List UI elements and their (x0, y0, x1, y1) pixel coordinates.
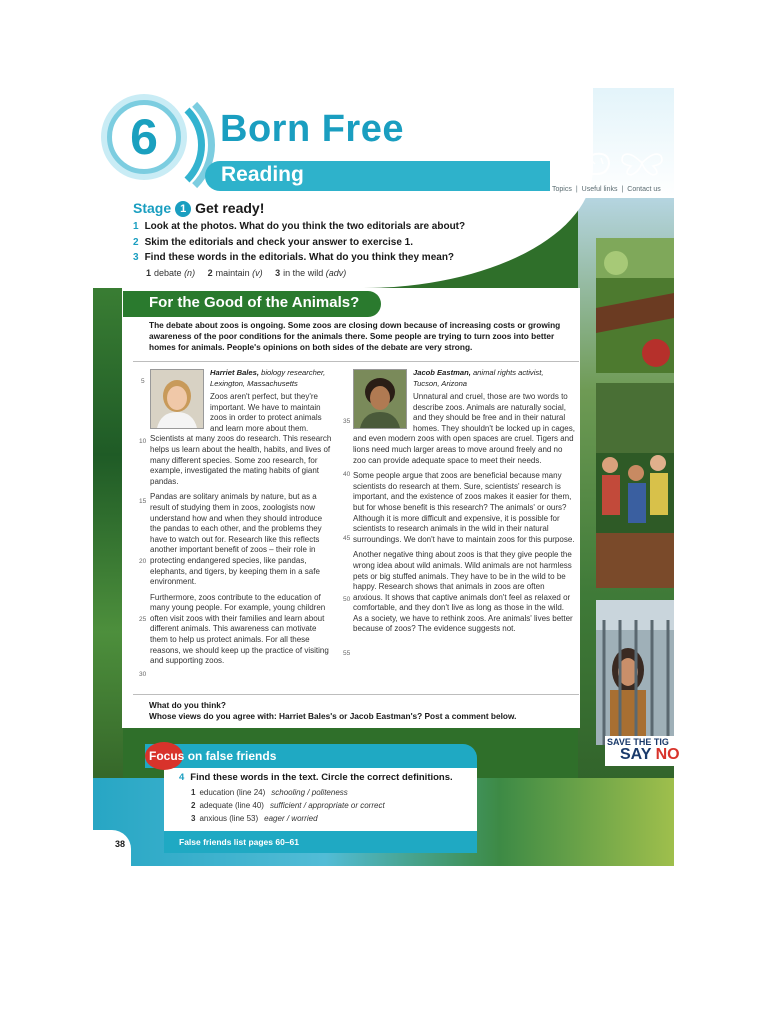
butterfly-icon (617, 148, 667, 178)
line-number: 50 (343, 596, 351, 603)
unit-title: Born Free (220, 108, 404, 150)
line-number: 15 (139, 498, 147, 505)
article-intro: The debate about zoos is ongoing. Some zoos are closing down because of increasing costs or growing awareness of the poor conditions for the animals there. Some people are trying to turn zoos into better homes for animals. People's opinions on both sides of the debate are very strong. (149, 320, 561, 352)
line-number: 55 (343, 650, 351, 657)
focus-item-3: 3 anxious (line 53) eager / worried (191, 814, 318, 823)
nav-link-contact[interactable]: Contact us (627, 186, 661, 193)
nav-link-useful[interactable]: Useful links (581, 186, 618, 193)
focus-title: Focus on false friends (149, 749, 277, 763)
left-paragraph-3: Furthermore, zoos contribute to the education of many young people. For example, young children often visit zoos with their families and learn about different animals. This awareness can motivate them to help us protect animals. For all these reasons, we should keep up the practice of visiting and supporting zoos. (150, 592, 329, 666)
discussion-title: What do you think? (149, 700, 226, 710)
line-number: 5 (141, 378, 145, 385)
left-byline: Harriet Bales, biology researcher, Lexington, Massachusetts (210, 368, 326, 388)
page-number: 38 (115, 839, 126, 849)
nav-link-topics[interactable]: Topics (552, 186, 572, 193)
divider (133, 694, 579, 695)
line-number: 45 (343, 535, 351, 542)
line-number: 10 (139, 438, 147, 445)
unit-badge (107, 100, 181, 174)
right-paragraph-3: Another negative thing about zoos is that they give people the wrong idea about wild animals. Wild animals are not harmless pets or big stuffed animals. They have to be in the wild to be happy. Research shows that animals in zoos are often anxious. It shows that captive animals don't feel as relaxed or comfortable, and they don't live as long as those in the wild. As a society, we have to rethink zoos. Are animals' lives better because of zoos? The evidence suggests not. (353, 550, 573, 634)
left-column (150, 392, 332, 672)
stage-heading: Stage 1 Get ready! (133, 200, 265, 216)
tiger-icon (579, 148, 617, 178)
line-number: 25 (139, 616, 147, 623)
line-number: 30 (139, 671, 147, 678)
protester-photo (596, 600, 674, 745)
instruction-3: 3 Find these words in the editorials. What do you think they mean? (133, 252, 455, 263)
textbook-page (93, 88, 680, 866)
nav-links: Topics | Useful links | Contact us (552, 186, 661, 193)
section-title: Reading (221, 163, 304, 186)
right-byline: Jacob Eastman, animal rights activist, Tucson, Arizona (413, 368, 544, 388)
focus-item-2: 2 adequate (line 40) sufficient / appropriate or correct (191, 801, 385, 810)
line-number: 20 (139, 558, 147, 565)
unit-number: 6 (130, 109, 158, 165)
vocab-list: 1 debate (n) 2 maintain (v) 3 in the wild (adv) (146, 268, 347, 278)
banner-line2: SAY NO (620, 746, 680, 763)
focus-question: 4 Find these words in the text. Circle the correct definitions. (179, 772, 453, 783)
left-paragraph-2: Pandas are solitary animals by nature, but as a result of studying them in zoos, zoologists now understand how and when they should introduce the pandas to each other, and the problems they have to watch out for. Research like this reflects another important benefit of zoos – their role in protecting endangered species, like pandas, elephants, and tigers, by keeping them in a safe environment. (150, 492, 323, 587)
tree-photo (596, 238, 674, 373)
article-title: For the Good of the Animals? (149, 294, 360, 311)
left-paragraph-1: Zoos aren't perfect, but they're important. We have to maintain zoos in order to protect animals and learn more about them. Scientists at many zoos do research. This research helps us learn about the health, habits, and lives of many different species. Some zoo research, for example, investigated the mating habits of giant pandas. (150, 392, 332, 486)
focus-item-1: 1 education (line 24) schooling / politeness (191, 788, 348, 797)
false-friends-link[interactable]: False friends list pages 60–61 (179, 837, 300, 847)
right-paragraph-2: Some people argue that zoos are beneficial because many scientists do research at them. Sure, scientists' research is important, and the existence of zoos makes it easier for them, but for whose benefit is this research? The animals' or ours? Although it is more difficult and expensive, it is possible for scientists to research animals in the wild in their natural surroundings. We don't have to maintain zoos for this purpose. (353, 471, 575, 544)
instruction-1: 1 Look at the photos. What do you think the two editorials are about? (133, 221, 466, 232)
line-number: 35 (343, 418, 351, 425)
discussion-prompt (149, 700, 516, 722)
banner-line1: SAVE THE TIG (607, 737, 669, 747)
zoo-visitors-photo (596, 383, 674, 588)
line-number: 40 (343, 471, 351, 478)
right-column (353, 392, 575, 640)
discussion-question: Whose views do you agree with: Harriet Bales's or Jacob Eastman's? Post a comment below. (149, 711, 517, 721)
instruction-2: 2 Skim the editorials and check your answer to exercise 1. (133, 237, 414, 248)
page-number-corner (93, 830, 131, 868)
right-paragraph-1: Unnatural and cruel, those are two words to describe zoos. Animals are naturally social, and they should be free and in their natural homes. They shouldn't be locked up in cages, and even modern zoos with open spaces are cruel. Tigers and lions need much larger areas to move around freely and no zoo can provide adequate space to meet their needs. (353, 392, 575, 465)
divider (133, 361, 579, 362)
